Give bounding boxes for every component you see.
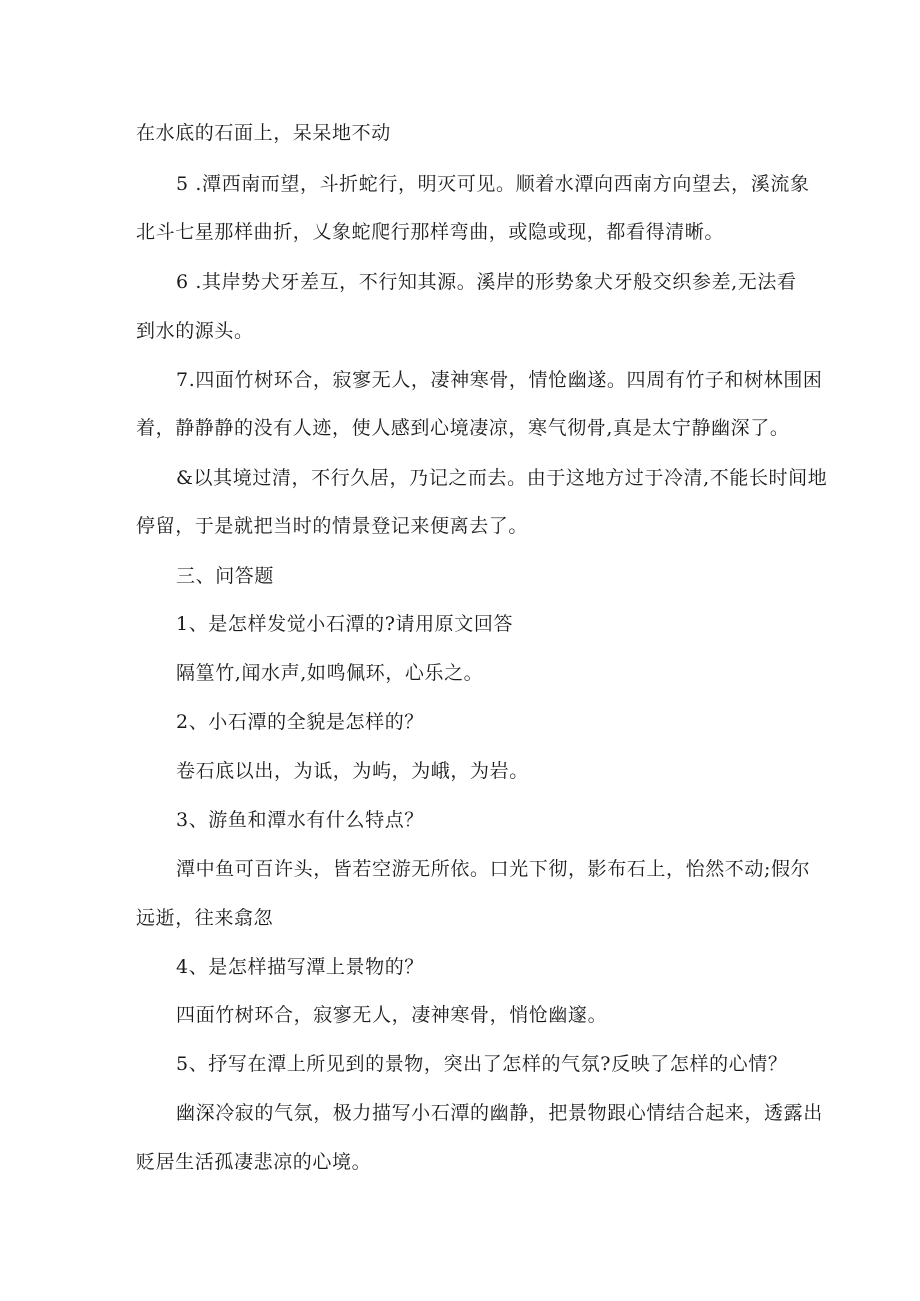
text-line: 7.四面竹树环合，寂寥无人，凄神寒骨，情怆幽遂。四周有竹子和树林围困: [176, 369, 823, 391]
answer-3-continued: 远逝，往来翕忽: [136, 907, 274, 929]
answer-2: 卷石底以出，为诋，为屿，为峨，为岩。: [176, 760, 529, 782]
question-2: 2、小石潭的全貌是怎样的？: [176, 711, 424, 733]
text-line: 在水底的石面上，呆呆地不动: [136, 122, 391, 144]
answer-3: 潭中鱼可百许头，皆若空游无所依。口光下彻，影布石上，怡然不动;假尔: [176, 858, 811, 880]
text-line: 着，静静静的没有人迹，使人感到心境凄凉，寒气彻骨,真是太宁静幽深了。: [136, 417, 790, 439]
answer-4: 四面竹树环合，寂寥无人，凄神寒骨，悄怆幽邃。: [176, 1004, 608, 1026]
text-line: 北斗七星那样曲折，乂象蛇爬行那样弯曲，或隐或现，都看得清晰。: [136, 221, 725, 243]
text-line: &以其境过清，不行久居，乃记之而去。由于这地方过于冷清,不能长时间地: [176, 467, 828, 489]
answer-5: 幽深冷寂的气氛，极力描写小石潭的幽静，把景物跟心情结合起来，透露出: [176, 1102, 823, 1124]
question-3: 3、游鱼和潭水有什么特点？: [176, 809, 424, 831]
answer-5-continued: 贬居生活孤凄悲凉的心境。: [136, 1151, 372, 1173]
section-heading: 三、问答题: [176, 565, 275, 587]
question-1: 1、是怎样发觉小石潭的?请用原文回答: [176, 613, 514, 635]
question-5: 5、抒写在潭上所见到的景物，突出了怎样的气氛?反映了怎样的心情？: [176, 1053, 788, 1075]
question-4: 4、是怎样描写潭上景物的？: [176, 956, 424, 978]
text-line: 停留，于是就把当时的情景登记来便离去了。: [136, 515, 529, 537]
text-line: 6 .其岸势犬牙差互，不行知其源。溪岸的形势象犬牙般交织参差,无法看: [176, 271, 797, 293]
text-line: 5 .潭西南而望，斗折蛇行，明灭可见。顺着水潭向西南方向望去，溪流象: [176, 173, 810, 195]
text-line: 到水的源头。: [136, 320, 254, 342]
answer-1: 隔篁竹,闻水声,如鸣佩环，心乐之。: [176, 662, 484, 684]
